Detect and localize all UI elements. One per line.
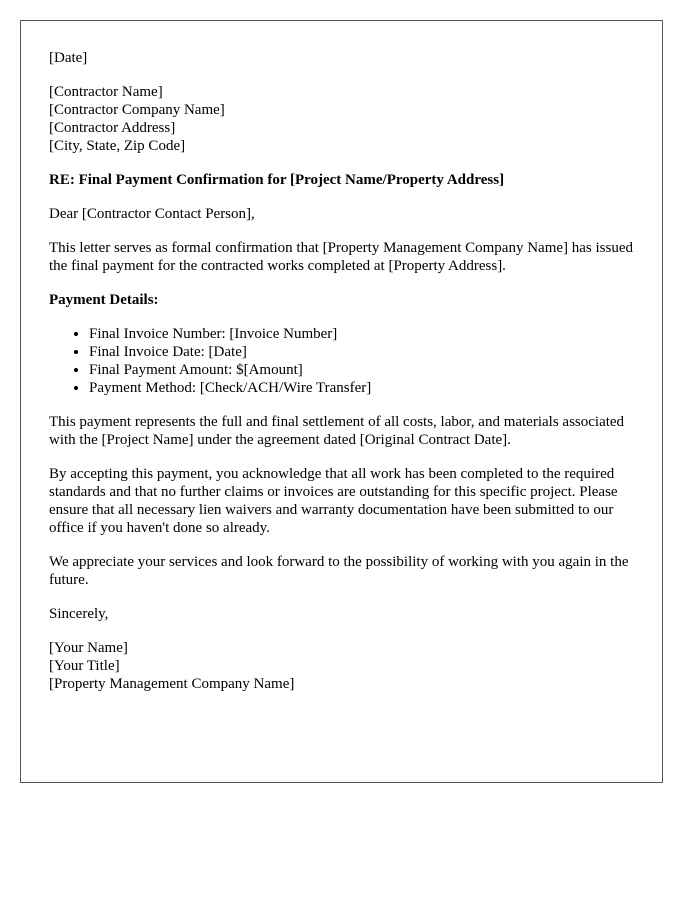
recipient-address: [Contractor Address] bbox=[49, 120, 176, 136]
recipient-block bbox=[49, 83, 634, 155]
list-item: • Final Payment Amount: $[Amount] bbox=[89, 361, 634, 379]
list-item: • Payment Method: [Check/ACH/Wire Transfer] bbox=[89, 379, 634, 397]
signer-name: [Your Name] bbox=[49, 640, 128, 656]
signer-company: [Property Management Company Name] bbox=[49, 676, 295, 692]
settlement-paragraph: This payment represents the full and final settlement of all costs, labor, and materials associated with the [Project Name] under the agreement dated [Original Contract Date]. bbox=[49, 414, 625, 448]
signer-title: [Your Title] bbox=[49, 658, 120, 674]
list-item: • Final Invoice Number: [Invoice Number] bbox=[89, 325, 634, 343]
payment-details-heading: Payment Details: bbox=[49, 292, 159, 308]
recipient-name: [Contractor Name] bbox=[49, 84, 163, 100]
subject-line: RE: Final Payment Confirmation for [Project Name/Property Address] bbox=[49, 172, 505, 188]
salutation: Dear [Contractor Contact Person], bbox=[49, 206, 255, 222]
list-item: • Final Invoice Date: [Date] bbox=[89, 343, 634, 361]
recipient-company: [Contractor Company Name] bbox=[49, 102, 225, 118]
signature-block bbox=[49, 639, 634, 693]
closing: Sincerely, bbox=[49, 606, 109, 622]
letter-date: [Date] bbox=[49, 50, 88, 66]
intro-paragraph: This letter serves as formal confirmation that [Property Management Company Name] has issued the final payment for the contracted works completed at [Property Address]. bbox=[49, 240, 634, 274]
payment-details-list bbox=[49, 325, 634, 397]
recipient-city: [City, State, Zip Code] bbox=[49, 138, 186, 154]
closing-paragraph: We appreciate your services and look forward to the possibility of working with you again in the future. bbox=[49, 554, 629, 588]
letter bbox=[20, 20, 663, 783]
acknowledgement-paragraph: By accepting this payment, you acknowledge that all work has been completed to the required standards and that no further claims or invoices are outstanding for this specific project. Please ensure that all necessary lien waivers and warranty documentation have been submitted to our office if you haven't done so already. bbox=[49, 466, 618, 536]
